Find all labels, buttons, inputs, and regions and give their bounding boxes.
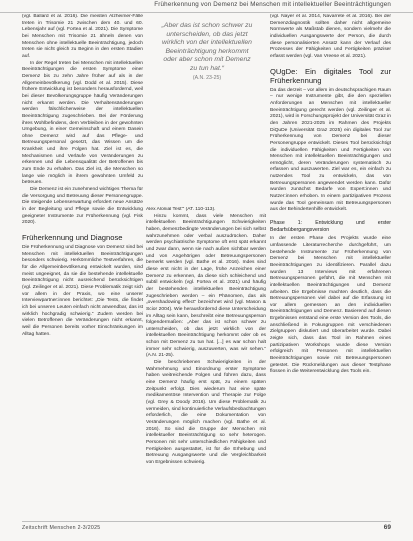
page-number: 69 [383, 524, 391, 531]
heading-phase-1: Phase 1: Entwicklung und erster Bedarfsübergangsversion [270, 220, 391, 233]
column-1 [22, 14, 143, 338]
col2-paragraph-2: Hinzu kommt, dass viele Menschen mit intellektuellen Beeinträchtigungen Schwierigkeiten haben, demenzbedingte Veränderungen bei sich selbst wahrzunehmen oder verbal auszudrücken. Daher werden psychiatrische Symptome oft erst spät erkannt und zwar dann, wenn sie nach außen sichtbar werden und von Angehörigen oder Betreuungspersonen bemerkt werden (vgl. Bathe et al. 2016). Indes sind diese erst nicht in der Lage, frühe Anzeichen einer Demenz zu erkennen, da diese sich schleichend und subtil entwickeln (vgl. Fortea et al. 2021) und häufig der bestehenden intellektuellen Beeinträchtigung zugeschrieben werden – ein Phänomen, das als „overshadowing effect“ bezeichnet wird (vgl. Mason & Scior 2004). Wie herausfordernd diese Unterscheidung im Alltag sein kann, beschreibt eine Betreuungsperson folgendermaßen: „Aber das ist schon schwer zu unterscheiden, ob das jetzt wirklich von der intellektuellen Beeinträchtigung herkommt oder ob es schon mit Demenz zu tun hat. [...] es war schon halt immer sehr schwierig, auszuwerten, was wir sehen.“ (A.N. 21-25). [146, 213, 266, 359]
col1-paragraph-3: Die Demenz ist ein zunehmend wichtiges Thema für die Versorgung und Betreuung dieser Personengruppe. Die steigende Lebenserwartung erfordert neue Ansätze in der Begleitung und Pflege sowie die Entwicklung geeigneter Instrumente zur Früherkennung (vgl. Fisk 2020). [22, 187, 143, 226]
col1-paragraph-1: (vgl. Ballard et al. 2016). Die meisten Alzheimer-Fälle treten in Trisomie 21 zwischen dem 40. und 60. Lebensjahr auf (vgl. Fortea et al. 2021). Die Symptome bei Menschen mit Trisomie 21 ähneln denen von Menschen ohne intellektuelle Beeinträchtigung, jedoch treten sie nicht gleich zu Beginn in den ersten Stadien auf. [22, 14, 143, 59]
heading-qugde-tool: QUgDe: Ein digitales Tool zur Früherkennung [270, 66, 391, 85]
pull-quote-source: (A.N. 23-25) [192, 74, 222, 81]
column-3 [270, 14, 391, 376]
journal-name: Zeitschrift Menschen 2-3/2025 [22, 525, 101, 531]
pull-quote [160, 22, 254, 82]
col3-paragraph-1: (vgl. Nayer et al. 2014, Navarrete et al. 2016). Bei der Demenzdiagnostik sollten daher nicht allgemeine Normwerte als Maßstab dienen, sondern vielmehr die individuellen Ausgangswerte der Person, die durch diese personalisierten Ansatz kann der Verlauf des Prozesses der Fähigkeiten und Fertigkeiten präziser erfasst werden (vgl. Van Vreese et al. 2021). [270, 14, 391, 59]
col3-paragraph-2: Da das derzeit – vor allem im deutschsprachigen Raum – nur wenige Instrumente gibt, die den speziellen Anforderungen an Menschen mit intellektueller Beeinträchtigung gerecht werden (vgl. Zeilinger et al. 2021), wird in Forschungsprojekt der Universität Graz in den Jahren 2021-2025 im Rahmen des Projekts DiQuDe (Universität Graz 2025) ein digitales Tool zur Früherkennung von Demenz bei dieser Personengruppe entwickelt. Dieses Tool berücksichtigt die individuellen Fähigkeiten und Fertigkeiten von Menschen mit intellektuellen Beeinträchtigungen und ermöglicht, deren Veränderungen systematisch zu erfassen und auszuwerten. Ziel war es, ein einfach zu nutzendes Tool zu entwickeln, das von Betreuungspersonen angewendet werden kann. Dafür wurden zunächst Bedarfe von Expert:innen und Nutzer:innen erhoben. In einem partizipativen Prozess wurde das Tool gemeinsam mit Betreuungspersonen aus der Behindertenhilfe entwickelt. [270, 87, 391, 213]
col2-paragraph-3: Die beschriebenen Schwierigkeiten in der Wahrnehmung und Einordnung erster Symptome haben weitreichende Folgen und führen dazu, dass eine Demenz häufig erst spät, zu einem späten Zeitpunkt erfolgt. Dies wiederum hat eine späte medikamentöse Intervention und Therapie zur Folge (vgl. Grey & Doody 2016). Um diese Problematik zu vermeiden, sind kontinuierliche Verlaufsbeobachtungen erforderlich, die eine Dokumentation von Veränderungen möglich machen (vgl. Bathe et al. 2016). So sind die Gruppe der Menschen mit intellektueller Beeinträchtigung so sehr heterogen. Personen mit sehr unterschiedlichen Fähigkeiten und Fertigkeiten ausgestattet, ist für die Erhebung und Betreuung Ausgangswerte und die Vergleichbarkeit von Ergebnissen schwierig. [146, 360, 266, 465]
running-header [0, 0, 413, 13]
pull-quote-text: „Aber das ist schon schwer zu unterscheiden, ob das jetzt wirklich von der intellektuellen Beeinträchtigung herkommt oder aber schon mit Demenz zu tun hat.“ [161, 22, 253, 72]
column-2 [146, 207, 266, 467]
page-footer [22, 521, 391, 534]
heading-frueherkennung: Früherkennung und Diagnose [22, 233, 123, 242]
col1-paragraph-4: Die Früherkennung und Diagnose von Demenz sind bei Menschen mit intellektuellen Beeinträchtigungen besonders schwierig. Herkömmliche Testverfahren, die für die Allgemeinbevölkerung entwickelt wurden, sind meist ungeeignet, da sie die bestehende intellektuelle Beeinträchtigung nicht ausreichend berücksichtigen (vgl. Zeilinger et al. 2021). Diese Problematik zeigt sich vor allem in der Praxis, wo eine unserer Interviewpartner:innen berichtet: „Die Tests, die findet ich bei unseren Leuten einfach nicht anwendbar, das ist wirklich hochgradig schwierig.“ Zudem werden bei vielen Betroffenen die Veränderungen nicht erkannt, weil die Personen bereits vorher Einschränkungen im Alltag hatten. [22, 245, 143, 337]
col2-paragraph-1: Alex Alonial Test’“ (AT. 110-113). [146, 207, 216, 212]
col1-paragraph-2: In der Regel treten bei Menschen mit intellektuellen Beeinträchtigungen die ersten Symptome einer Demenz bis zu zehn Jahre früher auf als in der Allgemeinbevölkerung (vgl. Dodd et al. 2015). Diese frühere Entwicklung ist besonders herausfordernd, weil bei dieser Bevölkerungsgruppe häufig Veränderungen nicht erkannt werden. Die Verhaltensänderungen werden fälschlicherweise der intellektuellen Beeinträchtigung zugeschrieben. Bei der Förderung ihres Wohlbefindens, dem Verbleiben in der gewohnten Umgebung, in einer Gemeinschaft und einem Dasein ohne Demenz wird auf das Pflege- und Betreuungspersonal gesetzt, das Wissen um die Krankheit und ihre Folgen hat. Ziel ist es, die Mechanismen und Verläufe von Veränderungen zu erkennen und die Lebensqualität der Betroffenen bis zum Ende zu erhalten. Das Ziel ist, die Menschen so lange wie möglich in ihrem gewohnten Umfeld zu betreuen. [22, 60, 143, 186]
running-header-title: Früherkennung von Demenz bei Menschen mit intellektueller Beeinträchtigungen [154, 1, 391, 8]
col3-paragraph-3: In der ersten Phase des Projekts wurde eine umfassende Literaturrecherche durchgeführt, um bestehende Instrumente zur Früherkennung von Demenz bei Menschen mit intellektueller Beeinträchtigungen zu identifizieren. Parallel dazu wurden 13 Interviews mit erfahrenen Betreuungspersonen geführt, die mit Menschen mit intellektuellen Beeinträchtigungen und Demenz arbeiten. Die Ergebnisse machten deutlich, dass die Betreuungspersonen viel dabei auf die Erfassung ist vor allem gemessen an den individuellen Beeinträchtigungen und Demenz. Basierend auf diesen Ergebnissen entstand eine erste Version des Tools, die anschließend in Fokusgruppen mit verschiedenen Zielgruppen diskutiert und überarbeitet wurde. Dabei zeigte sich, dass das Tool im Rahmen eines partizipativen Workshops wurde diese Version erfolgreich mit Personen mit intellektuellen Beeinträchtigungen sowie mit Betreuungspersonen getestet. Die Rückmeldungen aus dieser Testphase flossen in die Weiterentwicklung des Tools ein. [270, 236, 391, 375]
